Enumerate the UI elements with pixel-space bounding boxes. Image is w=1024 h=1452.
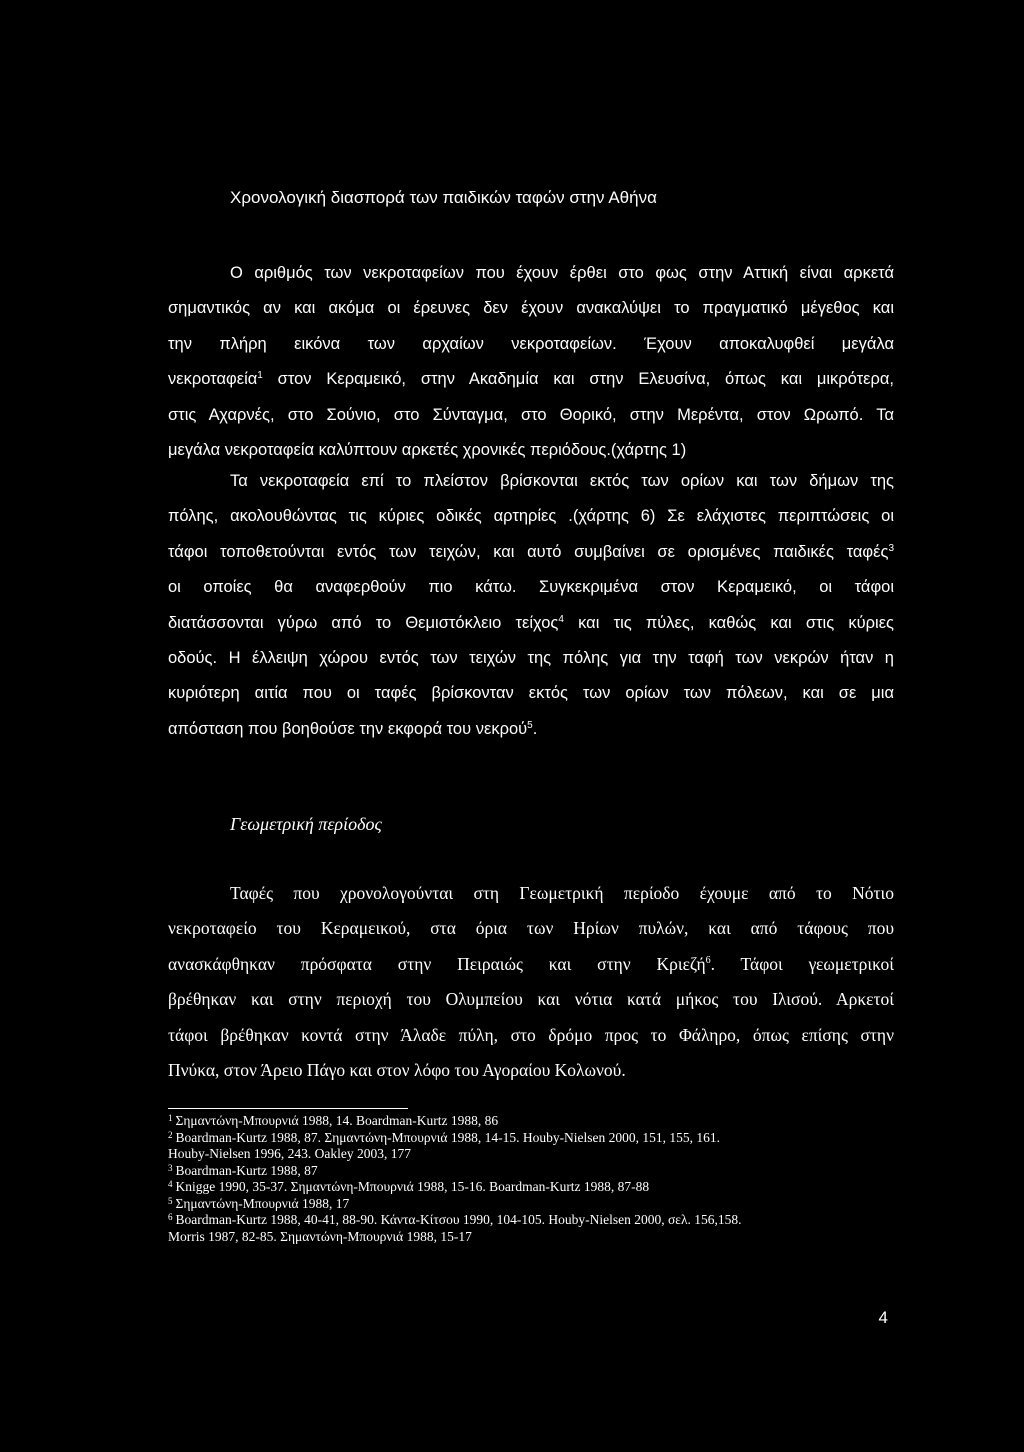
line-text: τάφοι τοποθετούνται εντός των τειχών, και αυτό συμβαίνει σε ορισμένες παιδικές ταφές <box>168 542 889 561</box>
line-text: βρέθηκαν και στην περιοχή του Ολυμπείου και νότια κατά μήκος του Ιλισού. Αρκετοί <box>168 989 894 1010</box>
footnotes <box>168 1113 898 1245</box>
footnote-number: 2 <box>168 1129 173 1140</box>
text-line <box>168 982 894 1017</box>
line-text: μεγάλα νεκροταφεία καλύπτουν αρκετές χρονικές περιόδους.(χάρτης 1) <box>168 440 687 459</box>
footnote-number: 5 <box>168 1195 173 1206</box>
section-heading: Γεωμετρική περίοδος <box>230 814 382 834</box>
text-line <box>168 947 894 982</box>
text-line <box>168 256 894 291</box>
footnote-ref[interactable]: 6 <box>705 954 711 966</box>
text-line <box>168 676 894 711</box>
text-line <box>168 712 894 747</box>
text-line <box>168 641 894 676</box>
line-text: απόσταση που βοηθούσε την εκφορά του νεκρού <box>168 719 528 738</box>
text-line <box>168 1018 894 1053</box>
line-text: οι οποίες θα αναφερθούν πιο κάτω. Συγκεκριμένα στον Κεραμεικό, οι τάφοι <box>168 578 894 597</box>
text-line <box>168 606 894 641</box>
text-line <box>168 570 894 605</box>
paragraph-3 <box>168 876 894 1088</box>
line-text: οδούς. Η έλλειψη χώρου εντός των τειχών της πόλης για την ταφή των νεκρών ήταν η <box>168 648 894 667</box>
line-text: νεκροταφείο του Κεραμεικού, στα όρια των Ηρίων πυλών, και από τάφους που <box>168 918 894 939</box>
footnote-number: 1 <box>168 1113 173 1123</box>
text-line <box>168 327 894 362</box>
page-title: Χρονολογική διασπορά των παιδικών ταφών στην Αθήνα <box>230 188 657 207</box>
line-text: Ο αριθμός των νεκροταφείων που έχουν έρθει στο φως στην Αττική είναι αρκετά <box>230 264 894 282</box>
line-text-after: . <box>532 719 538 738</box>
text-line <box>168 291 894 326</box>
footnote-separator <box>168 1108 408 1109</box>
footnote-text: Houby-Nielsen 1996, 243. Oakley 2003, 177 <box>168 1146 411 1161</box>
line-text: στις Αχαρνές, στο Σούνιο, στο Σύνταγμα, στο Θορικό, στην Μερέντα, στον Ωρωπό. Τα <box>168 405 894 424</box>
line-text: διατάσσονται γύρω από το Θεμιστόκλειο τείχος <box>168 613 559 632</box>
line-text: την πλήρη εικόνα των αρχαίων νεκροταφείων. Έχουν αποκαλυφθεί μεγάλα <box>168 334 894 353</box>
line-text: τάφοι βρέθηκαν κοντά στην Άλαδε πύλη, στο δρόμο προς το Φάληρο, όπως επίσης στην <box>168 1024 894 1045</box>
footnote-ref[interactable]: 5 <box>527 719 533 731</box>
footnote-number: 3 <box>168 1162 173 1173</box>
footnote-text: Knigge 1990, 35-37. Σημαντώνη-Μπουρνιά 1988, 15-16. Boardman-Kurtz 1988, 87-88 <box>175 1179 650 1194</box>
paragraph-2 <box>168 464 894 747</box>
footnote-text: Boardman-Kurtz 1988, 87 <box>175 1162 318 1178</box>
footnote-number: 6 <box>168 1212 173 1222</box>
text-line <box>168 876 894 911</box>
line-text: πόλης, ακολουθώντας τις κύριες οδικές αρτηρίες .(χάρτης 6) Σε ελάχιστες περιπτώσεις οι <box>168 507 894 526</box>
line-text-after: . Τάφοι γεωμετρικοί <box>710 953 895 974</box>
line-text: ανασκάφθηκαν πρόσφατα στην Πειραιώς και στην Κριεζή <box>168 953 706 974</box>
text-line <box>168 499 894 534</box>
text-line <box>168 464 894 499</box>
footnote-text: Σημαντώνη-Μπουρνιά 1988, 14. Boardman-Kurtz 1988, 86 <box>175 1113 499 1128</box>
line-text: Τα νεκροταφεία επί το πλείστον βρίσκονται εκτός των ορίων και των δήμων της <box>230 472 894 490</box>
footnote-item <box>168 1163 898 1180</box>
footnote-item <box>168 1229 898 1246</box>
line-text: νεκροταφεία <box>168 370 258 389</box>
text-line <box>168 362 894 397</box>
line-text: σημαντικός αν και ακόμα οι έρευνες δεν έχουν ανακαλύψει το πραγματικό μέγεθος και <box>168 299 894 318</box>
line-text-after: στον Κεραμεικό, στην Ακαδημία και στην Ελευσίνα, όπως και μικρότερα, <box>262 370 894 389</box>
page-number: 4 <box>878 1308 888 1327</box>
footnote-ref[interactable]: 4 <box>558 613 564 625</box>
footnote-text: Σημαντώνη-Μπουρνιά 1988, 17 <box>175 1195 350 1211</box>
footnote-item <box>168 1196 898 1213</box>
footnote-item <box>168 1179 898 1196</box>
line-text-after: και τις πύλες, καθώς και στις κύριες <box>563 613 894 632</box>
footnote-item <box>168 1146 898 1163</box>
line-text: Ταφές που χρονολογούνται στη Γεωμετρική περίοδο έχουμε από το Νότιο <box>230 883 894 903</box>
footnote-text: Morris 1987, 82-85. Σημαντώνη-Μπουρνιά 1988, 15-17 <box>168 1228 472 1244</box>
line-text: κυριότερη αιτία που οι ταφές βρίσκονταν εκτός των ορίων των πόλεων, και σε μια <box>168 684 894 703</box>
footnote-text: Boardman-Kurtz 1988, 40-41, 88-90. Κάντα-Κίτσου 1990, 104-105. Houby-Nielsen 2000, σελ. 156,158. <box>175 1212 742 1227</box>
footnote-item <box>168 1113 898 1130</box>
line-text: Πνύκα, στον Άρειο Πάγο και στον λόφο του Αγοραίου Κολωνού. <box>168 1059 626 1080</box>
footnote-text: Boardman-Kurtz 1988, 87. Σημαντώνη-Μπουρνιά 1988, 14-15. Houby-Nielsen 2000, 151, 155, 161. <box>175 1129 721 1145</box>
text-line <box>168 1053 894 1088</box>
footnote-ref[interactable]: 1 <box>257 370 263 382</box>
text-line <box>168 398 894 433</box>
footnote-number: 4 <box>168 1179 173 1189</box>
text-line <box>168 535 894 570</box>
footnote-item <box>168 1212 898 1229</box>
footnote-ref[interactable]: 3 <box>888 542 894 554</box>
footnote-item <box>168 1130 898 1147</box>
paragraph-1 <box>168 256 894 468</box>
text-line <box>168 911 894 946</box>
